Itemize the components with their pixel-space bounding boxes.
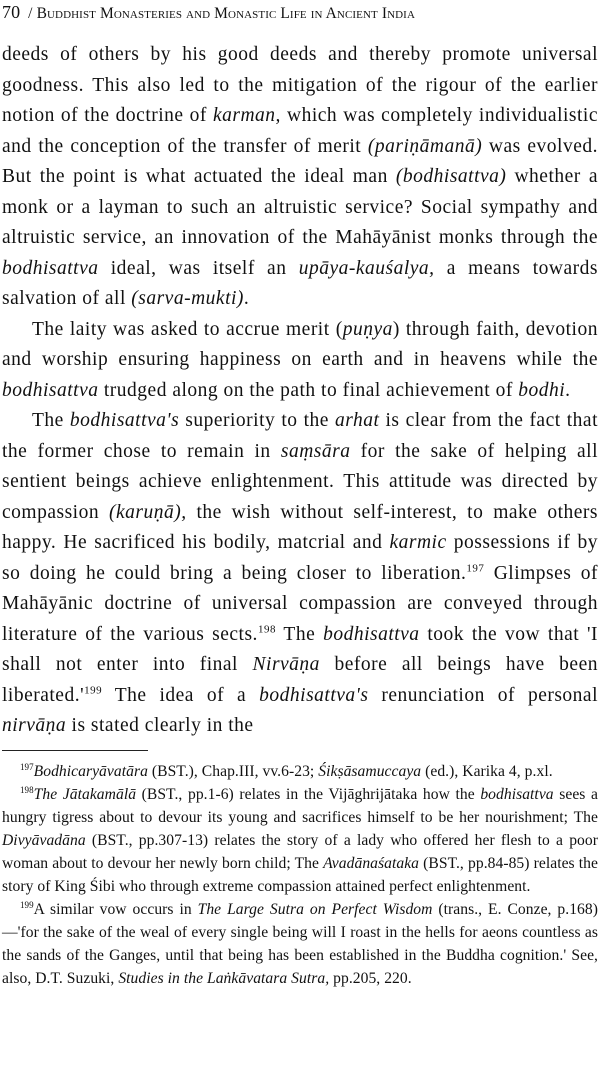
text: which was completely individualistic and the conception of the transfer of merit — [2, 105, 598, 157]
italic-term: (karuṇā), — [108, 501, 187, 523]
footnote-divider — [2, 750, 148, 751]
italic-term: bodhisattva's — [69, 410, 180, 431]
text: . — [243, 288, 250, 309]
main-text — [2, 40, 598, 742]
page-number: 70 — [2, 2, 21, 22]
italic-term: Divyāvadāna — [2, 832, 86, 849]
text: ideal, was itself an — [98, 257, 299, 279]
text: sees a hungry tigress about to devour its young and sacrifices himself to be her nourishment; The — [2, 786, 598, 826]
italic-term: bodhisattva — [323, 623, 420, 645]
italic-term: Bodhicaryāvatāra — [33, 763, 148, 780]
footnote-number: 197 — [20, 761, 34, 772]
header-separator: / — [24, 5, 37, 22]
italic-term: The Jātakamālā — [33, 786, 137, 803]
footnote-ref-199[interactable]: 199 — [84, 684, 103, 696]
footnote-ref-197[interactable]: 197 — [466, 562, 485, 574]
italic-term: Nirvāṇa — [252, 654, 320, 675]
italic-term: (sarva-mukti) — [131, 288, 244, 309]
text: ) through faith, devotion and worship ensuring happiness on earth and in heavens while the — [2, 318, 598, 370]
italic-term: bodhi — [518, 379, 566, 401]
text: The laity was asked to accrue merit ( — [32, 318, 343, 340]
footnote-number: 199 — [20, 899, 34, 910]
footnote-197 — [2, 760, 598, 783]
paragraph-2 — [2, 315, 598, 407]
text: deeds of others by his good deeds and thereby promote universal goodness. This also led to the mitigation of the rigour of the earlier notion of the doctrine of — [2, 44, 598, 126]
text: for the sake of helping all sentient beings achieve enlightenment. This attitude was directed by compassion — [2, 440, 599, 523]
text: is clear from the fact that the former chose to remain in — [2, 410, 598, 462]
italic-term: bodhisattva — [2, 257, 99, 279]
italic-term: (bodhisattva) — [395, 166, 507, 187]
text: (BST.), Chap.III, vv.6-23; — [147, 763, 319, 780]
italic-term: saṃsāra — [280, 440, 351, 462]
text: (ed.), Karika 4, p.xl. — [421, 763, 553, 780]
text: (BST., pp.84-85) relates the story of King Śibi who through extreme compassion attained perfect enlightenment. — [2, 855, 598, 895]
text: took the vow that 'I shall not enter into final — [2, 623, 599, 675]
italic-term: Śikṣāsamuccaya — [318, 763, 422, 780]
footnote-ref-198[interactable]: 198 — [257, 623, 276, 635]
italic-term: The Large Sutra on Perfect Wisdom — [197, 901, 433, 918]
italic-term: puṇya — [342, 318, 393, 340]
italic-term: upāya-kauśalya, — [298, 257, 435, 279]
text: renunciation of personal — [368, 684, 599, 706]
paragraph-3 — [2, 406, 598, 742]
text: possessions if by so doing he could bring a being closer to liberation. — [2, 532, 598, 584]
text: a means towards salvation of all — [2, 257, 598, 309]
text: The — [275, 623, 324, 645]
italic-term: karman, — [212, 105, 281, 126]
text: whether a monk or a layman to such an altruistic service? Social sympathy and altruistic service, an innovation of the Mahāyānist monks through the — [2, 166, 598, 248]
text: trudged along on the path to final achievement of — [98, 379, 519, 401]
running-title: Buddhist Monasteries and Monastic Life in Ancient India — [36, 5, 415, 22]
footnote-198 — [2, 783, 598, 898]
text: . — [565, 379, 571, 401]
text: was evolved. But the point is what actuated the ideal man — [2, 135, 598, 187]
text: superiority to the — [179, 410, 335, 431]
text: A similar vow occurs in — [33, 901, 198, 918]
text: pp.205, 220. — [329, 970, 412, 987]
text: is stated clearly in the — [66, 715, 254, 736]
text: before all beings have been liberated.' — [2, 654, 598, 706]
italic-term: bodhisattva's — [259, 684, 369, 706]
footnote-199 — [2, 898, 598, 990]
text: Glimpses of Mahāyānic doctrine of universal compassion are conveyed through literature of the various sects. — [2, 562, 598, 645]
text: The — [32, 410, 70, 431]
footnote-number: 198 — [20, 784, 34, 795]
text: (trans., E. Conze, p.168)—'for the sake of the weal of every single being will I roast in the hells for aeons countless as the sands of the Ganges, until that being has been established in the Buddha cognition.' See, also, D.T. Suzuki, — [2, 901, 598, 987]
text: (BST., pp.307-13) relates the story of a lady who offered her flesh to a poor woman about to devour her newly born child; The — [2, 832, 598, 872]
paragraph-1 — [2, 40, 598, 315]
text: (BST., pp.1-6) relates in the Vijāghrijātaka how the — [136, 786, 481, 803]
text: the wish without self-interest, to make others happy. He sacrificed his bodily, matcrial and — [2, 501, 599, 553]
italic-term: bodhisattva — [2, 379, 99, 401]
running-header — [2, 2, 598, 23]
text: The idea of a — [102, 684, 260, 706]
italic-term: karmic — [389, 532, 447, 553]
italic-term: bodhisattva — [480, 786, 554, 803]
italic-term: Studies in the Laṅkāvatara Sutra, — [118, 970, 330, 987]
italic-term: nirvāṇa — [2, 715, 67, 736]
footnotes — [2, 760, 598, 990]
italic-term: (pariṇāmanā) — [367, 135, 483, 157]
italic-term: Avadānaśataka — [323, 855, 420, 872]
italic-term: arhat — [335, 410, 380, 431]
